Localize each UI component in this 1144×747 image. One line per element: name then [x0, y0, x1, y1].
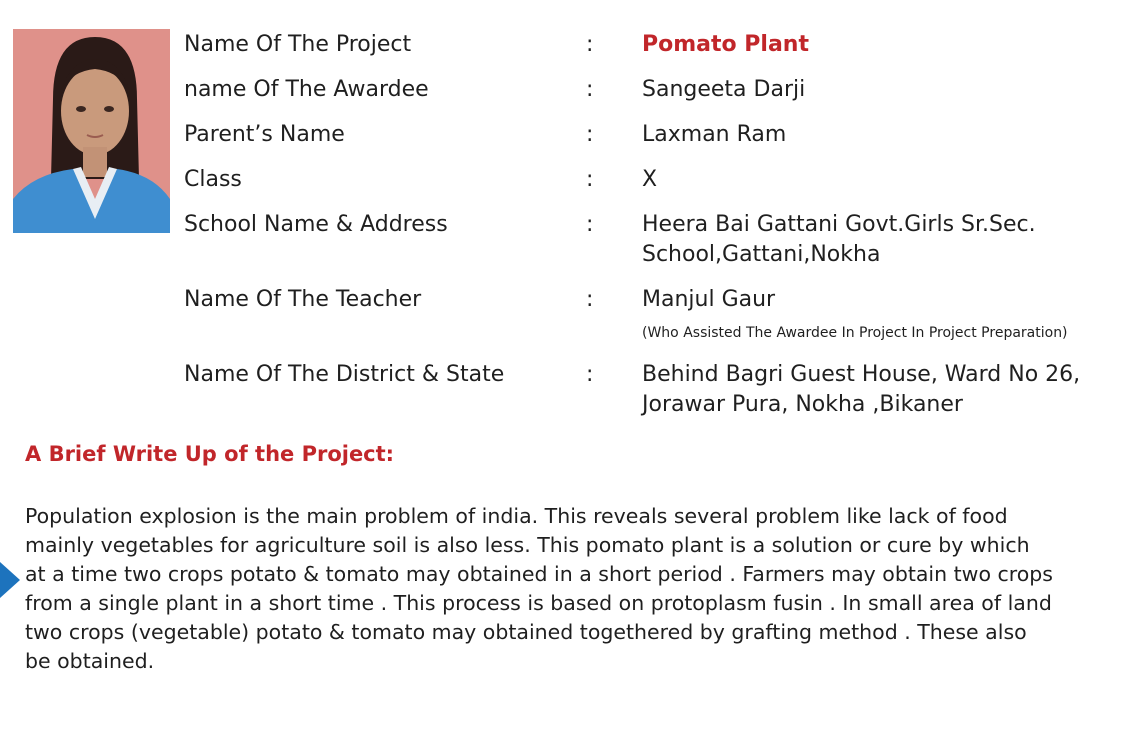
district-label: Name Of The District & State [184, 362, 505, 387]
awardee-value: Sangeeta Darji [642, 77, 806, 102]
awardee-photo [13, 29, 170, 233]
project-colon: : [586, 32, 594, 57]
school-value: Heera Bai Gattani Govt.Girls Sr.Sec. School,Gattani,Nokha [642, 212, 1036, 267]
awardee-colon: : [586, 77, 594, 102]
awardee-label: name Of The Awardee [184, 77, 429, 102]
district-value: Behind Bagri Guest House, Ward No 26, Jorawar Pura, Nokha ,Bikaner [642, 362, 1081, 417]
teacher-value: Manjul Gaur [642, 287, 776, 312]
class-label: Class [184, 167, 242, 192]
right-pointer-icon [0, 562, 20, 598]
school-colon: : [586, 212, 594, 237]
teacher-value-block [642, 285, 1122, 343]
class-value: X [642, 167, 658, 192]
school-label: School Name & Address [184, 212, 448, 237]
writeup-heading: A Brief Write Up of the Project: [25, 442, 395, 466]
writeup-text: Population explosion is the main problem of india. This reveals several problem like lack of food mainly vegetables for agriculture soil is also less. This pomato plant is a solution or cure by which at a time two crops potato & tomato may obtained in a short period . Farmers may obtain two crops from a single plant in a short time . This process is based on protoplasm fusin . In small area of land two crops (vegetable) potato & tomato may obtained togethered by grafting method . These also be obtained. [25, 504, 1053, 673]
teacher-note: (Who Assisted The Awardee In Project In Project Preparation) [642, 325, 1068, 341]
parent-label: Parent’s Name [184, 122, 345, 147]
project-label: Name Of The Project [184, 32, 412, 57]
class-colon: : [586, 167, 594, 192]
project-value: Pomato Plant [642, 32, 809, 57]
parent-colon: : [586, 122, 594, 147]
teacher-colon: : [586, 287, 594, 312]
parent-value: Laxman Ram [642, 122, 787, 147]
teacher-label: Name Of The Teacher [184, 287, 422, 312]
portrait-illustration [13, 29, 170, 233]
district-colon: : [586, 362, 594, 387]
